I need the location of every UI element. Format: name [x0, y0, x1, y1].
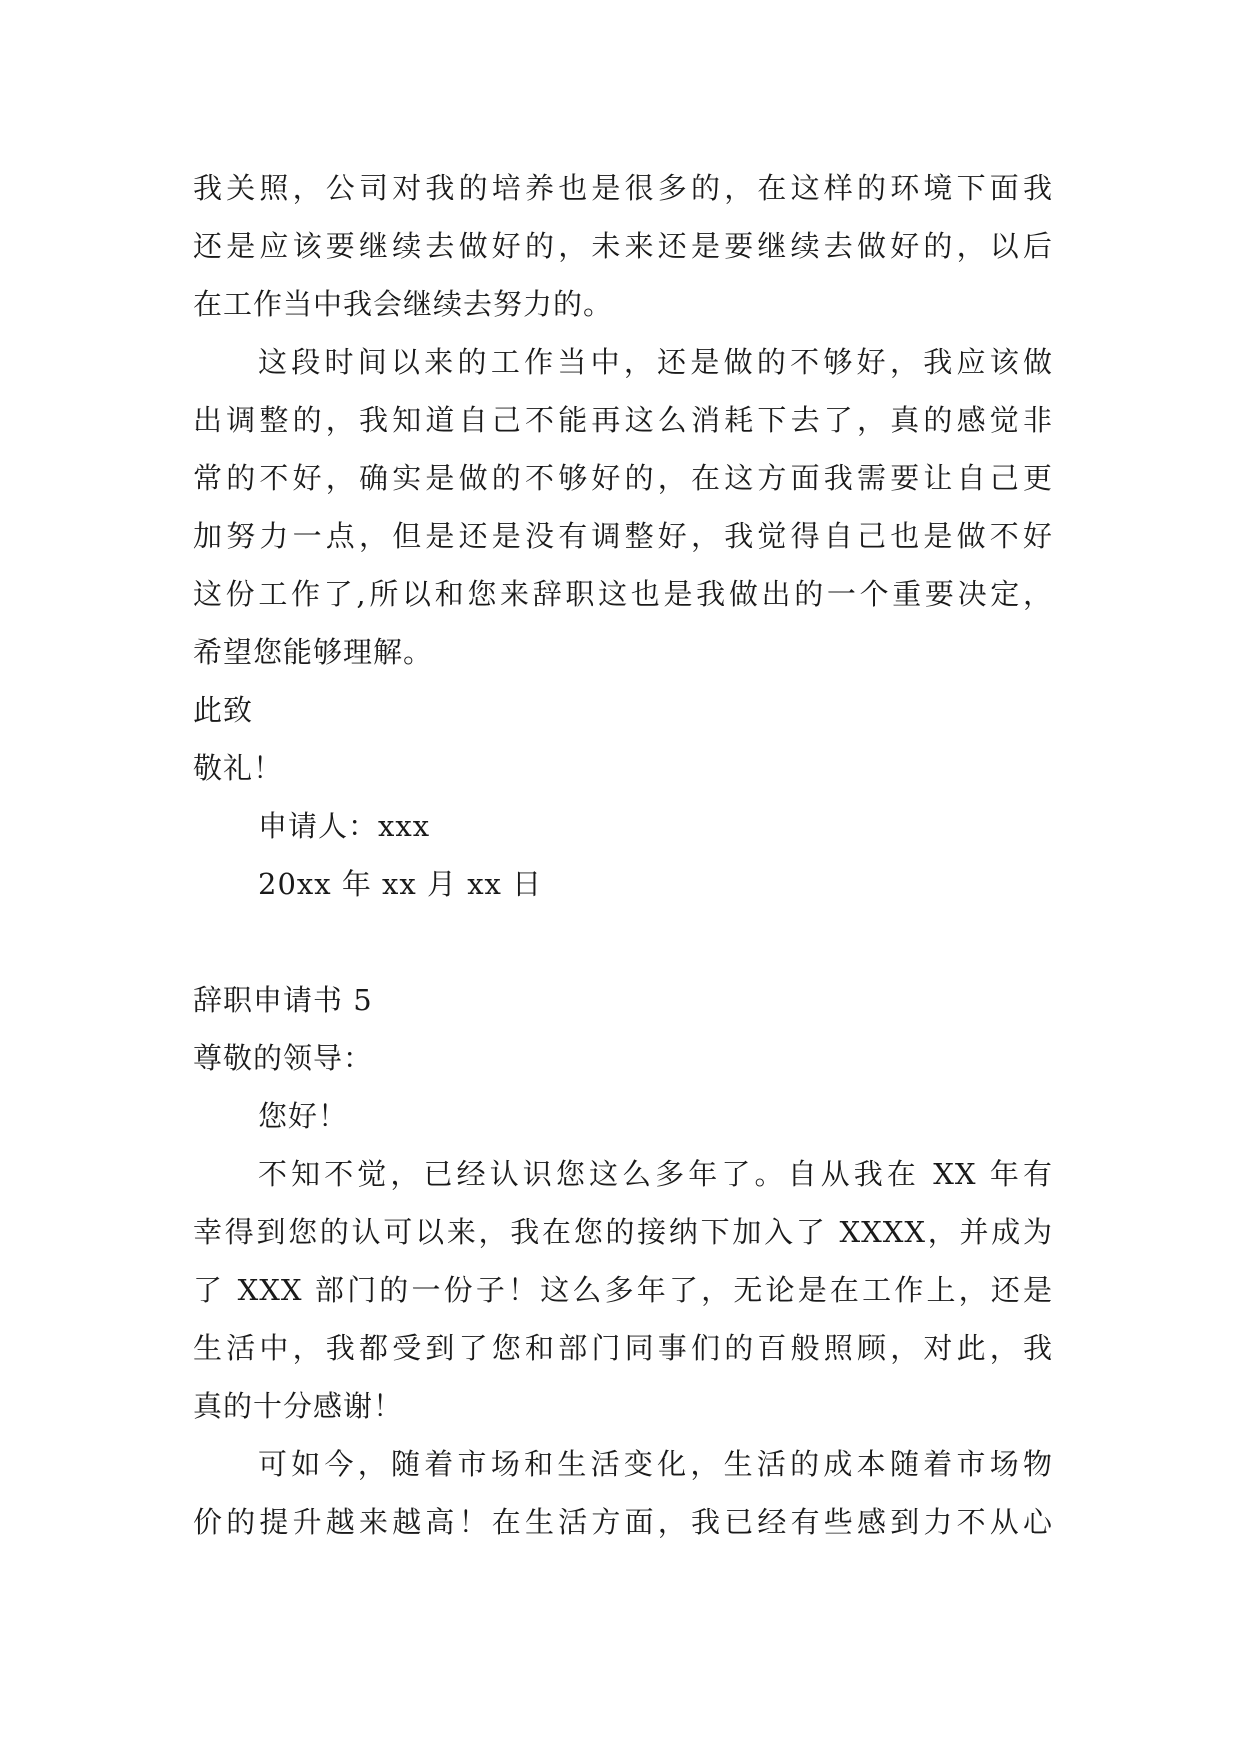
body-line: 真的十分感谢！	[193, 1389, 404, 1423]
body-line: 常的不好，确实是做的不够好的，在这方面我需要让自己更	[193, 461, 1053, 495]
greeting-hello: 您好！	[258, 1099, 349, 1133]
body-line: 还是应该要继续去做好的，未来还是要继续去做好的，以后	[193, 229, 1053, 263]
body-line: 了 XXX 部门的一份子！这么多年了，无论是在工作上，还是	[193, 1273, 1053, 1307]
body-line: 价的提升越来越高！在生活方面，我已经有些感到力不从心	[193, 1505, 1053, 1539]
paragraph-first-line: 这段时间以来的工作当中，还是做的不够好，我应该做	[258, 345, 1053, 379]
date-line: 20xx 年 xx 月 xx 日	[258, 867, 543, 901]
closing-regards: 敬礼！	[193, 751, 284, 785]
paragraph-first-line: 不知不觉，已经认识您这么多年了。自从我在 XX 年有	[258, 1157, 1053, 1191]
body-line: 在工作当中我会继续去努力的。	[193, 287, 614, 321]
body-line: 希望您能够理解。	[193, 635, 434, 669]
body-line: 出调整的，我知道自己不能再这么消耗下去了，真的感觉非	[193, 403, 1053, 437]
body-line: 我关照，公司对我的培养也是很多的，在这样的环境下面我	[193, 171, 1053, 205]
body-line: 幸得到您的认可以来，我在您的接纳下加入了 XXXX，并成为	[193, 1215, 1053, 1249]
body-line: 加努力一点，但是还是没有调整好，我觉得自己也是做不好	[193, 519, 1053, 553]
greeting: 尊敬的领导：	[193, 1041, 374, 1075]
closing-salutation: 此致	[193, 693, 254, 727]
section-title: 辞职申请书 5	[193, 983, 373, 1017]
body-line: 这份工作了,所以和您来辞职这也是我做出的一个重要决定，	[193, 577, 1053, 611]
body-line: 生活中，我都受到了您和部门同事们的百般照顾，对此，我	[193, 1331, 1053, 1365]
paragraph-first-line: 可如今，随着市场和生活变化，生活的成本随着市场物	[258, 1447, 1053, 1481]
applicant-line: 申请人：xxx	[258, 809, 431, 843]
